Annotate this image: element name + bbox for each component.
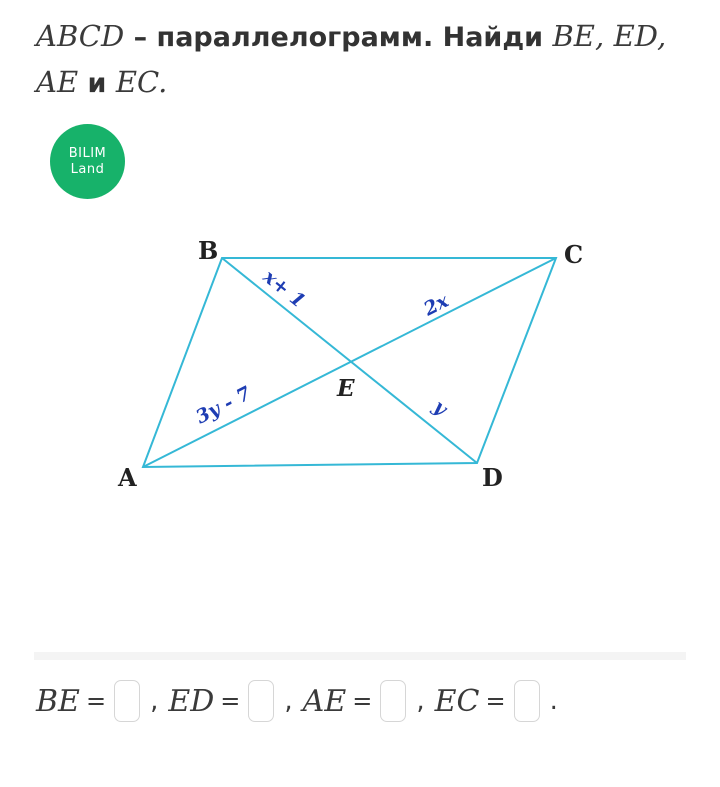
vertex-label-e: E (337, 375, 355, 402)
answer-label-ae: AE (302, 683, 347, 719)
answer-equals-ae: = (352, 687, 373, 715)
diagonal-ac (143, 258, 556, 467)
answer-separator-2: , (284, 686, 293, 716)
answer-separator-3: , (416, 686, 425, 716)
answer-input-ed[interactable] (248, 680, 274, 722)
segment-label-be: x+ 1 (258, 265, 310, 313)
diagonal-bd (222, 258, 477, 463)
answer-label-ed: ED (168, 683, 215, 719)
answer-label-ec: EC (434, 683, 480, 719)
question-dash: – (133, 22, 148, 53)
question-segment-be: BE, (552, 19, 605, 53)
vertex-label-c: C (564, 240, 584, 269)
vertex-label-a: A (118, 463, 137, 492)
question-body: параллелограмм. Найди (156, 22, 544, 53)
segment-label-ae: 3y - 7 (192, 382, 255, 429)
question-segment-ae: AE (36, 65, 79, 99)
answer-input-be[interactable] (114, 680, 140, 722)
answer-equals-ed: = (220, 687, 241, 715)
question-segment-ec: EC. (115, 65, 168, 99)
answer-separator-1: , (150, 686, 159, 716)
logo-line-1: BILIM (68, 145, 107, 161)
answer-equals-ec: = (485, 687, 506, 715)
section-divider (34, 652, 686, 660)
segment-label-ec: 2x (420, 289, 453, 321)
vertex-label-b: B (198, 236, 219, 265)
answer-equals-be: = (85, 687, 107, 715)
answer-label-be: BE (36, 683, 80, 719)
answer-row (36, 676, 568, 726)
question-conjunction: и (87, 68, 107, 99)
vertex-label-d: D (482, 463, 503, 492)
segment-label-ed: y (428, 395, 452, 420)
answer-input-ae[interactable] (380, 680, 406, 722)
logo-line-2: Land (70, 161, 105, 177)
answer-end-period: . (549, 686, 558, 716)
shape-name: ABCD (36, 19, 125, 53)
answer-input-ec[interactable] (514, 680, 540, 722)
question-segment-ed: ED, (613, 19, 667, 53)
